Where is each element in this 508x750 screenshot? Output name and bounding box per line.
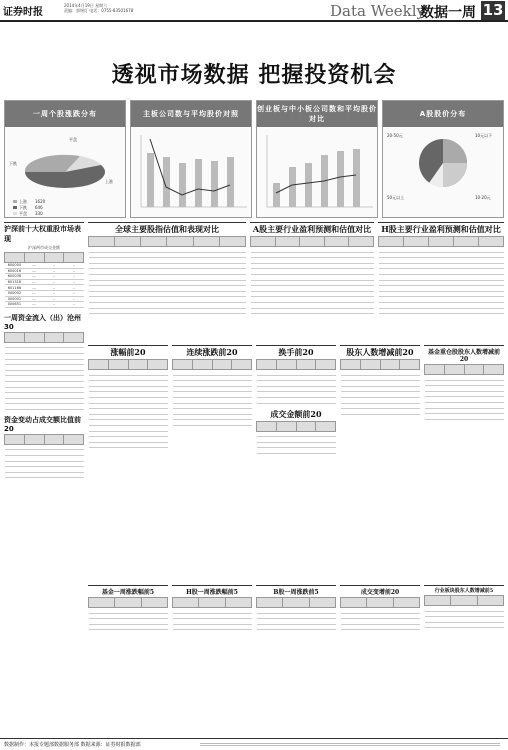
r3-title-4: 成交变增前20 bbox=[360, 589, 400, 596]
r2-col2 bbox=[172, 345, 252, 581]
panel-title: 创业板与中小板公司数和平均股价对比 bbox=[257, 101, 377, 127]
left-title-3: 资金变动占成交额比值前20 bbox=[4, 415, 81, 433]
pie-label-b: 10元以下 bbox=[475, 133, 493, 138]
pie-chart-1 bbox=[5, 127, 126, 218]
page-number: 13 bbox=[482, 1, 504, 19]
left-title: 沪深前十大权重股市场表现 bbox=[4, 225, 81, 243]
legend-up-value: 1620 bbox=[35, 199, 46, 204]
left-table-3 bbox=[4, 434, 84, 479]
legend-flat-value: 330 bbox=[35, 211, 43, 216]
left-table-2 bbox=[4, 332, 84, 410]
h-share-title: H股主要行业盈利预测和估值对比 bbox=[381, 224, 501, 234]
global-index-table bbox=[88, 236, 246, 314]
r3-title-2: H股一周涨跌幅前5 bbox=[186, 589, 238, 596]
r2-title-5: 基金重仓股股东人数增减前20 bbox=[427, 349, 500, 363]
r3-col5 bbox=[424, 585, 504, 735]
r2-col4 bbox=[340, 345, 420, 581]
panel-title: 主板公司数与平均股价对照 bbox=[131, 101, 251, 127]
panel-gem-sme bbox=[256, 100, 378, 218]
legend-down: 下跌 bbox=[19, 205, 27, 210]
footer-text: 数据制作：本报专题部数据服务部 数据来源：证券时报数据部 bbox=[4, 742, 141, 748]
pie-chart-2 bbox=[383, 127, 504, 218]
pie-label-down: 下跌 bbox=[9, 161, 17, 166]
r2-col3 bbox=[256, 345, 336, 581]
r2-title-4: 股东人数增减前20 bbox=[346, 347, 414, 357]
legend-down-value: 646 bbox=[35, 205, 43, 210]
masthead bbox=[0, 0, 508, 22]
r2-title-3: 换手前20 bbox=[278, 347, 314, 357]
pie-label-up: 上涨 bbox=[105, 179, 113, 184]
r3-title-1: 基金一周涨跌幅前5 bbox=[101, 589, 155, 596]
r3-col1 bbox=[88, 585, 168, 735]
pie-label-flat: 平盘 bbox=[69, 137, 77, 142]
pie-label-c: 50元以上 bbox=[387, 195, 405, 200]
masthead-meta bbox=[64, 3, 214, 13]
r2-mid-title: 成交金额前20 bbox=[270, 408, 322, 419]
bar-line-chart-1 bbox=[131, 127, 252, 218]
pie-label-d: 10-20元 bbox=[475, 195, 491, 200]
r2-col1 bbox=[88, 345, 168, 581]
a-share-table bbox=[250, 236, 374, 314]
footer-rule bbox=[200, 743, 500, 746]
left-title-2: 一周资金流入（出）沧州30 bbox=[4, 313, 81, 331]
r3-col3 bbox=[256, 585, 336, 735]
r3-col2 bbox=[172, 585, 252, 735]
panel-title: A股股价分布 bbox=[383, 101, 503, 127]
col4-top bbox=[378, 222, 504, 340]
legend-flat: 平盘 bbox=[19, 211, 27, 216]
h-share-table bbox=[378, 236, 504, 314]
r2-col5 bbox=[424, 345, 504, 581]
global-index-title: 全球主要股指估值和表现对比 bbox=[115, 224, 219, 234]
left-table-1: 600000 .... .. .. 600016 .... .. .. 600036 .... .. .. 601318 .... .. .. 601166 .... .. .. 000002 .... .. .. 000001 .... .. .. 000651 .... .. .. bbox=[4, 252, 84, 308]
panel-main-board bbox=[130, 100, 252, 218]
col3-top bbox=[250, 222, 374, 340]
r2-title-2: 连续涨跌前20 bbox=[186, 347, 238, 357]
left-subtitle: 沪深两市成交金额 bbox=[28, 245, 60, 250]
masthead-editor: 责编：郭锡灯 电话：0755-83501678 bbox=[64, 8, 134, 13]
panel-distribution bbox=[4, 100, 126, 218]
r3-title-3: B股一周涨跌前5 bbox=[273, 589, 319, 596]
paper-name: 证券时报 bbox=[3, 7, 43, 18]
mid-top bbox=[88, 222, 246, 340]
left-column bbox=[4, 222, 84, 734]
pie-label-a: 20-50元 bbox=[387, 133, 403, 138]
r3-title-5: 行业板块股东人数增减前5 bbox=[434, 588, 494, 594]
bar-line-chart-2 bbox=[257, 127, 378, 218]
legend-up: 上涨 bbox=[19, 199, 27, 204]
masthead-date: 2014年4月19日 星期六 bbox=[64, 3, 108, 8]
a-share-title: A股主要行业盈利预测和估值对比 bbox=[252, 224, 372, 234]
page-footer bbox=[0, 738, 508, 750]
r3-col4 bbox=[340, 585, 420, 735]
data-weekly-title: Data Weekly bbox=[330, 2, 426, 20]
panel-title: 一周个股涨跌分布 bbox=[5, 101, 125, 127]
r2-title-1: 涨幅前20 bbox=[110, 347, 146, 357]
section-title-zh: 数据一周 bbox=[420, 5, 476, 21]
panel-price-distribution bbox=[382, 100, 504, 218]
page-headline: 透视市场数据 把握投资机会 bbox=[111, 63, 397, 88]
